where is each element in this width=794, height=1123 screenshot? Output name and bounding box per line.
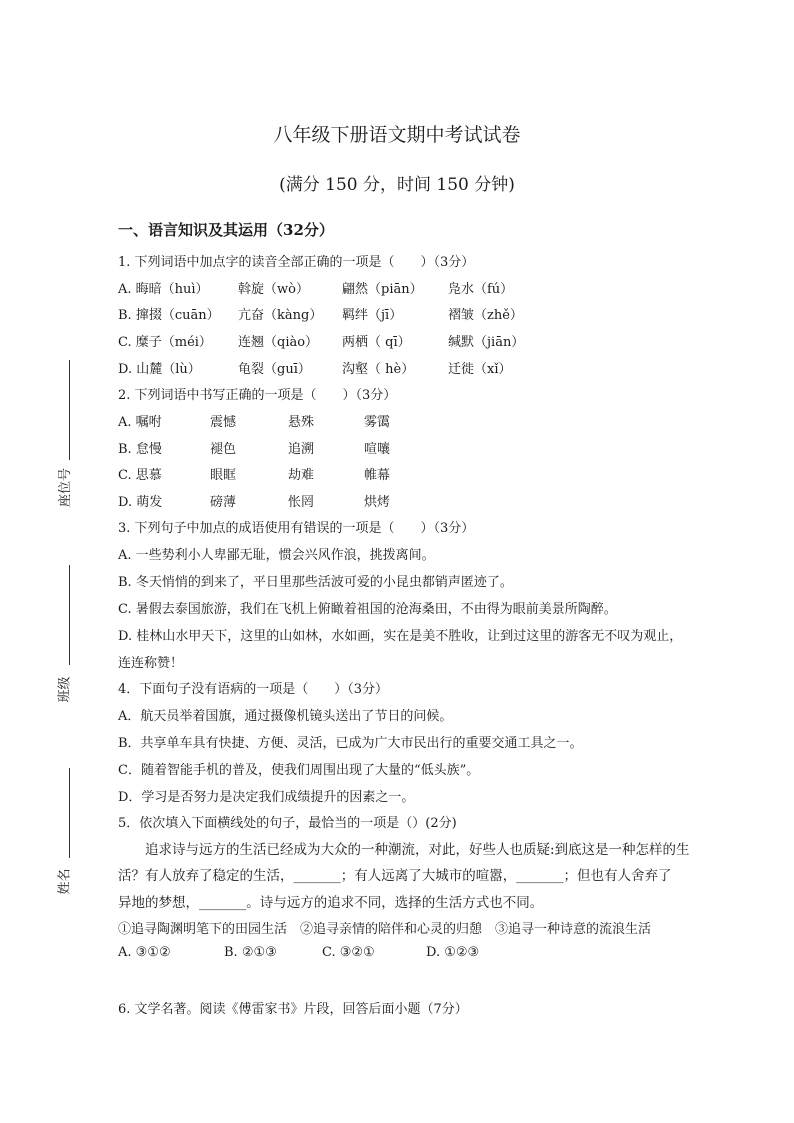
binding-line-seat [69,360,70,460]
option-word: C. 糜子（méi） [118,335,212,350]
option-word: 缄默（jiān） [448,335,525,350]
binding-line-name [69,768,70,858]
answer-option: D. ①②③ [426,945,480,960]
question-6-stem: 6. 文学名著。阅读《傅雷家书》片段，回答后面小题（7分） [118,1002,468,1017]
option-word: 劫难 [288,468,315,483]
question-5-passage-line: 异地的梦想，_______。诗与远方的追求不同，选择的生活方式也不同。 [118,895,544,911]
option-word: 翩然（piān） [342,282,423,297]
name-label: 姓名 [57,868,73,895]
seat-number-label: 座位号 [58,467,74,508]
exam-subtitle: (满分 150 分，时间 150 分钟) [279,175,515,195]
option-word: 两栖（ qī） [342,335,411,350]
option-word: 褪色 [210,442,237,457]
question-5-stem: 5．依次填入下面横线处的句子，最恰当的一项是（）(2分) [118,816,457,831]
option-word: 震憾 [210,415,237,430]
option-word: 斡旋（wò） [238,282,309,297]
question-5-passage-line: 活？有人放弃了稳定的生活，_______；有人远离了大城市的喧嚣，_______；但也有人舍弃了 [118,868,672,884]
option-word: 羁绊（jī） [342,308,403,323]
option-word: 追溯 [288,442,315,457]
option-word: 磅薄 [210,495,237,510]
question-4-option-c: C．随着智能手机的普及，使我们周围出现了大量的“低头族”。 [118,763,480,778]
option-word: 迁徙（xǐ） [448,362,512,377]
option-word: 眼眶 [210,468,237,483]
option-word: 沟壑（ hè） [342,362,415,377]
option-word: 连翘（qiào） [238,335,319,350]
option-word: 帷幕 [364,468,391,483]
answer-option: B. ②①③ [224,945,277,960]
option-word: C. 思慕 [118,468,162,483]
question-4-stem: 4．下面句子没有语病的一项是（ ）（3分） [118,682,389,697]
option-word: 亢奋（kàng） [238,308,323,323]
question-4-option-b: B．共享单车具有快捷、方便、灵活，已成为广大市民出行的重要交通工具之一。 [118,736,583,751]
option-word: 怅罔 [288,495,315,510]
option-word: 喧嚷 [364,442,391,457]
exam-title: 八年级下册语文期中考试试卷 [273,124,521,146]
section-heading: 一、语言知识及其运用（32分） [118,221,334,239]
option-word: 烘烤 [364,495,391,510]
option-word: B. 怠慢 [118,442,162,457]
option-word: A. 嘱咐 [118,415,162,430]
answer-option: C. ③②① [322,945,375,960]
option-word: A. 晦暗（huì） [118,282,209,297]
question-2-stem: 2. 下列词语中书写正确的一项是（ ）（3分） [118,388,397,403]
question-3-option-a: A. 一些势利小人卑鄙无耻，惯会兴风作浪，挑拨离间。 [118,548,435,563]
question-3-option-d: D. 桂林山水甲天下，这里的山如林，水如画，实在是美不胜收，让到过这里的游客无不叹为观止， [118,629,683,644]
question-3-option-c: C. 暑假去泰国旅游，我们在飞机上俯瞰着祖国的沧海桑田，不由得为眼前美景所陶醉。 [118,602,617,617]
answer-option: A. ③①② [118,945,171,960]
question-5-passage-line: 追求诗与远方的生活已经成为大众的一种潮流，对此，好些人也质疑:到底这是一种怎样的生 [118,842,690,858]
question-3-stem: 3. 下列句子中加点的成语使用有错误的一项是（ ）（3分） [118,521,475,536]
option-word: 悬殊 [288,415,315,430]
option-word: 雾霭 [364,415,391,430]
question-3-option-b: B. 冬天悄悄的到来了，平日里那些活波可爱的小昆虫都销声匿迹了。 [118,575,513,590]
question-1-stem: 1. 下列词语中加点字的读音全部正确的一项是（ ）（3分） [118,255,475,270]
option-word: B. 撺掇（cuān） [118,308,220,323]
binding-line-class [69,565,70,665]
option-word: 龟裂（guī） [238,362,311,377]
option-word: 褶皱（zhě） [448,308,523,323]
question-4-option-d: D．学习是否努力是决定我们成绩提升的因素之一。 [118,790,415,805]
option-word: 凫水（fú） [448,282,514,297]
question-4-option-a: A．航天员举着国旗，通过摄像机镜头送出了节日的问候。 [118,709,453,724]
class-label: 班级 [57,676,73,703]
option-word: D. 山麓（lù） [118,362,201,377]
question-3-option-d-cont: 连连称赞！ [118,656,184,671]
option-word: D. 萌发 [118,495,163,510]
question-5-choices: ①追寻陶渊明笔下的田园生活 ②追寻亲情的陪伴和心灵的归憩 ③追寻一种诗意的流浪生活 [118,922,652,937]
